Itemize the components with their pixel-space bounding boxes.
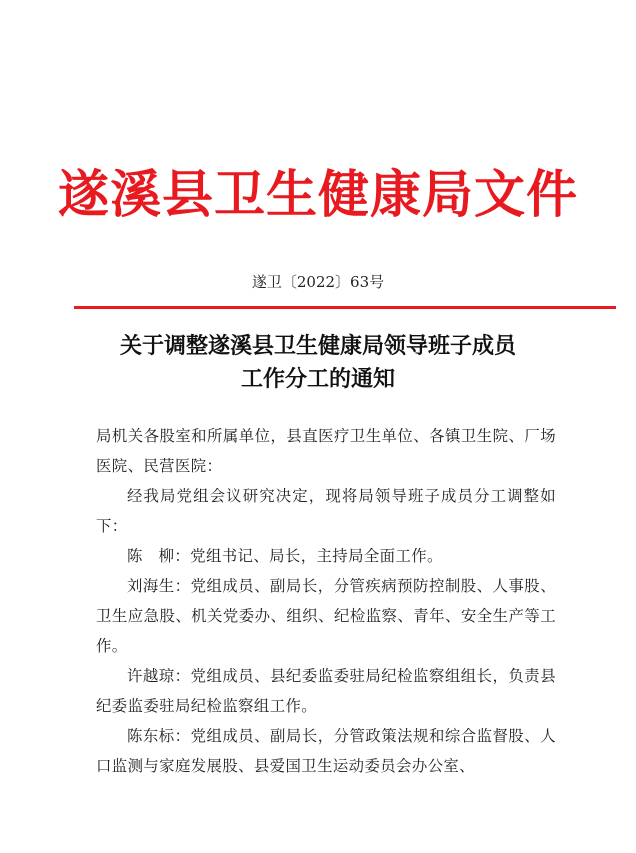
addressee-paragraph: 局机关各股室和所属单位，县直医疗卫生单位、各镇卫生院、厂场医院、民营医院： <box>96 427 556 475</box>
issuer-header: 遂溪县卫生健康局文件 <box>57 166 578 225</box>
document-number: 遂卫〔2022〕63号 <box>251 273 385 291</box>
assignment-paragraph: 刘海生：党组成员、副局长，分管疾病预防控制股、人事股、卫生应急股、机关党委办、组织、纪检监察、青年、安全生产等工作。 <box>96 577 556 655</box>
intro-paragraph: 经我局党组会议研究决定，现将局领导班子成员分工调整如下： <box>96 487 556 535</box>
red-divider-line <box>74 306 616 309</box>
notice-subject <box>0 330 636 396</box>
notice-body <box>96 421 556 781</box>
subject-line-2: 工作分工的通知 <box>240 366 395 392</box>
assignment-paragraph: 陈东标：党组成员、副局长，分管政策法规和综合监督股、人口监测与家庭发展股、县爱国卫生运动委员会办公室、 <box>96 727 556 775</box>
assignment-paragraph: 陈 柳：党组书记、局长，主持局全面工作。 <box>127 547 443 565</box>
subject-line-1: 关于调整遂溪县卫生健康局领导班子成员 <box>119 333 516 359</box>
assignment-paragraph: 许越琼：党组成员、县纪委监委驻局纪检监察组组长，负责县纪委监委驻局纪检监察组工作。 <box>96 667 556 715</box>
